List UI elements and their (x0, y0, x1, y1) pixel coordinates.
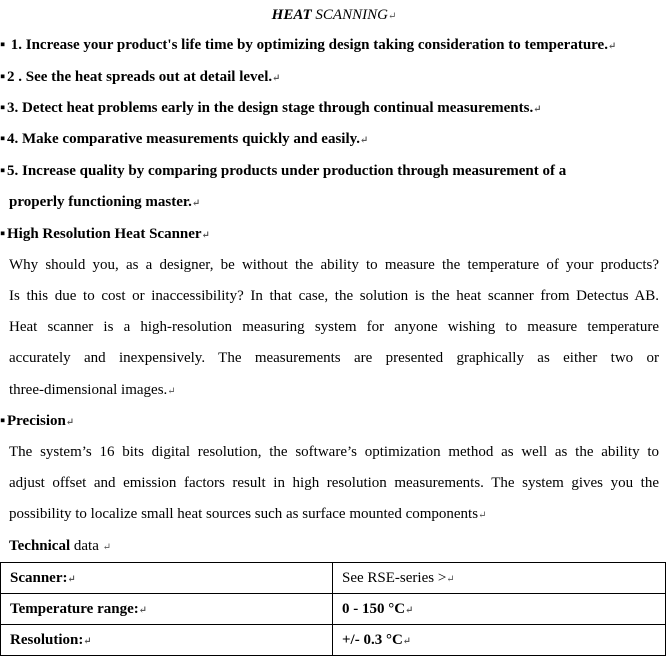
bullet-item (0, 66, 668, 90)
technical-rest: data (70, 538, 99, 554)
bullet-icon: ▪ (0, 69, 6, 85)
cell-text: +/- 0.3 °C (342, 631, 403, 648)
body-text: accurately and inexpensively. The measurements are presented graphically as either two or (9, 350, 659, 366)
cell-text: Resolution: (10, 631, 84, 648)
section-heading (0, 410, 668, 434)
section-heading (0, 223, 668, 247)
table-cell-value (333, 563, 666, 594)
paragraph-mark-icon: ↵ (138, 604, 148, 616)
document-title (0, 4, 668, 28)
body-text: possibility to localize small heat sources such as surface mounted components (9, 506, 479, 522)
body-text: adjust offset and emission factors result in high resolution measurements. The system gives you the (9, 475, 659, 491)
paragraph-mark-icon: ↵ (191, 198, 201, 209)
table-cell-label (1, 625, 333, 656)
table-row (1, 594, 666, 625)
paragraph-mark-icon: ↵ (405, 604, 414, 616)
body-text: Why should you, as a designer, be without the ability to measure the temperature of your products? (9, 257, 659, 273)
body-line (0, 254, 668, 276)
table-row (1, 563, 666, 594)
paragraph-mark-icon: ↵ (83, 635, 92, 647)
technical-bold: Technical (9, 538, 71, 554)
paragraph-mark-icon: ↵ (67, 573, 76, 585)
cell-text: Scanner: (10, 569, 68, 586)
paragraph-mark-icon: ↵ (402, 635, 412, 647)
paragraph-mark-icon: ↵ (607, 41, 617, 52)
bullet-icon: ▪ (0, 37, 6, 53)
paragraph-mark-icon: ↵ (446, 573, 455, 585)
bullet-text: properly functioning master. (9, 194, 192, 210)
table-cell-value (333, 594, 666, 625)
section-heading-text: High Resolution Heat Scanner (7, 226, 202, 242)
table-cell-value (333, 625, 666, 656)
body-text: Is this due to cost or inaccessibility? In that case, the solution is the heat scanner from Detectus AB. (9, 288, 659, 304)
bullet-continuation (0, 191, 668, 215)
body-line (0, 379, 668, 403)
body-line (0, 316, 668, 338)
section-heading-text: Precision (7, 413, 66, 429)
bullet-item (0, 34, 668, 58)
bullet-text: 5. Increase quality by comparing products under production through measurement of a (7, 163, 567, 179)
bullet-text: 3. Detect heat problems early in the design stage through continual measurements. (7, 100, 534, 116)
bullet-icon: ▪ (0, 226, 6, 242)
body-line (0, 347, 668, 369)
body-text: three-dimensional images. (9, 382, 168, 398)
bullet-item (0, 160, 668, 182)
bullet-icon: ▪ (0, 413, 6, 429)
table-cell-label (1, 594, 333, 625)
cell-text: See RSE-series > (342, 569, 447, 586)
body-text: The system’s 16 bits digital resolution, the software’s optimization method as well as the ability to (9, 444, 659, 460)
body-line (0, 285, 668, 307)
title-rest: SCANNING (311, 7, 388, 23)
bullet-item (0, 97, 668, 121)
body-line (0, 503, 668, 527)
technical-data-table (0, 562, 666, 656)
technical-data-heading (0, 535, 668, 559)
paragraph-mark-icon: ↵ (201, 230, 210, 241)
title-bold: HEAT (271, 7, 312, 23)
paragraph-mark-icon: ↵ (167, 386, 176, 397)
bullet-icon: ▪ (0, 131, 6, 147)
body-line (0, 472, 668, 494)
bullet-text: 1. Increase your product's life time by optimizing design taking consideration to temperature. (7, 37, 608, 53)
paragraph-mark-icon: ↵ (102, 542, 111, 553)
body-line (0, 441, 668, 463)
bullet-icon: ▪ (0, 100, 6, 116)
paragraph-mark-icon: ↵ (533, 104, 542, 115)
cell-text: 0 - 150 °C (342, 600, 406, 617)
body-text: Heat scanner is a high-resolution measuring system for anyone wishing to measure temperature (9, 319, 659, 335)
paragraph-mark-icon: ↵ (272, 73, 281, 84)
cell-text: Temperature range: (10, 600, 139, 617)
bullet-text: 2 . See the heat spreads out at detail level. (7, 69, 273, 85)
paragraph-mark-icon: ↵ (65, 417, 75, 428)
table-row (1, 625, 666, 656)
paragraph-mark-icon: ↵ (478, 510, 487, 521)
table-cell-label (1, 563, 333, 594)
bullet-icon: ▪ (0, 163, 6, 179)
bullet-item (0, 128, 668, 152)
paragraph-mark-icon: ↵ (387, 11, 397, 22)
bullet-text: 4. Make comparative measurements quickly and easily. (7, 131, 361, 147)
paragraph-mark-icon: ↵ (360, 135, 369, 146)
